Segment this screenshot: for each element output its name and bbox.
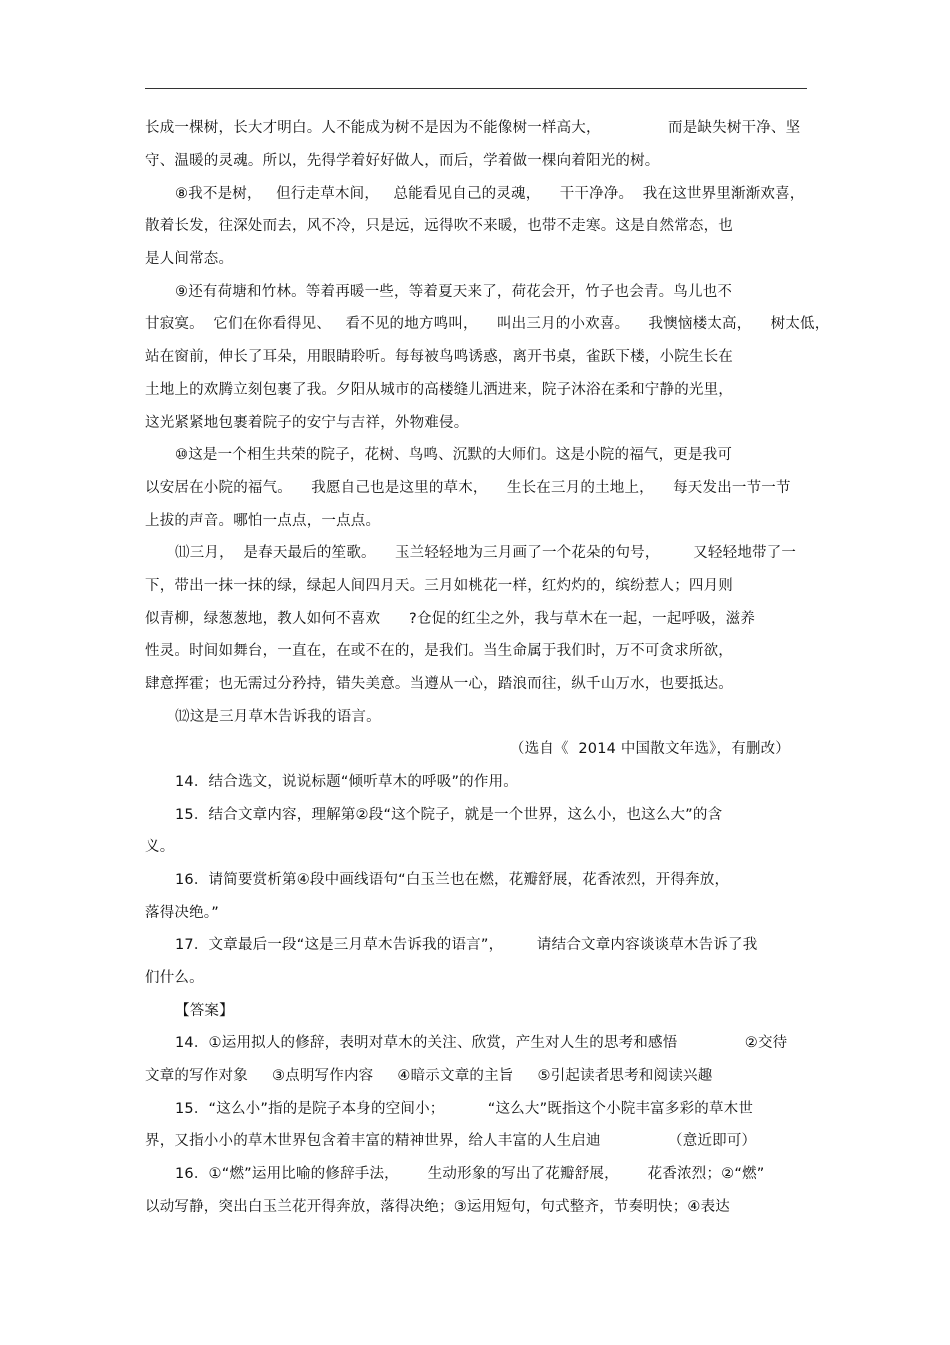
paragraph-8-line: ⑧我不是树， 但行走草木间， 总能看见自己的灵魂， 干干净净。 我在这世界里渐渐欢喜，	[175, 186, 805, 202]
answer-heading: 【答案】	[175, 1003, 234, 1019]
text-line: 甘寂寞。 它们在你看得见、 看不见的地方鸣叫， 叫出三月的小欢喜。 我懊恼楼太高， 树太低，	[145, 316, 830, 332]
text-line: 以安居在小院的福气。 我愿自己也是这里的草木， 生长在三月的土地上， 每天发出一节一节	[145, 480, 791, 496]
answer-15: 15．“这么小”指的是院子本身的空间小； “这么大”既指这个小院丰富多彩的草木世	[175, 1101, 754, 1117]
text-line: 肆意挥霍；也无需过分矜持，错失美意。当遵从一心，踏浪而往，纵千山万水，也要抵达。	[145, 676, 733, 692]
text-line: 文章的写作对象 ③点明写作内容 ④暗示文章的主旨 ⑤引起读者思考和阅读兴趣	[145, 1068, 713, 1084]
text-line: 散着长发，往深处而去，风不冷，只是远，远得吹不来暖，也带不走寒。这是自然常态，也	[145, 218, 733, 234]
text-line: 们什么。	[145, 970, 204, 986]
text-line: 是人间常态。	[145, 251, 234, 267]
text-line: 站在窗前，伸长了耳朵，用眼睛聆听。每每被鸟鸣诱惑，离开书桌，雀跃下楼，小院生长在	[145, 349, 733, 365]
paragraph-11-line: ⑾三月， 是春天最后的笙歌。 玉兰轻轻地为三月画了一个花朵的句号， 又轻轻地带了一	[175, 545, 797, 561]
header-rule	[145, 88, 807, 89]
question-16: 16．请简要赏析第④段中画线语句“白玉兰也在燃，花瓣舒展，花香浓烈，开得奔放，	[175, 872, 730, 888]
text-line: 以动写静，突出白玉兰花开得奔放，落得决绝；③运用短句，句式整齐，节奏明快；④表达	[145, 1199, 730, 1215]
text-line: 似青柳，绿葱葱地，教人如何不喜欢 ?仓促的红尘之外，我与草木在一起，一起呼吸，滋养	[145, 611, 756, 627]
text-line: 这光紧紧地包裹着院子的安宁与吉祥，外物难侵。	[145, 415, 469, 431]
text-line: 长成一棵树，长大才明白。人不能成为树不是因为不能像树一样高大， 而是缺失树干净、坚	[145, 120, 801, 136]
paragraph-9-line: ⑨还有荷塘和竹林。等着再暖一些，等着夏天来了，荷花会开，竹子也会青。鸟儿也不	[175, 284, 733, 300]
text-line: 性灵。时间如舞台，一直在，在或不在的，是我们。当生命属于我们时，万不可贪求所欲，	[145, 643, 733, 659]
paragraph-12-line: ⑿这是三月草木告诉我的语言。	[175, 709, 381, 725]
paragraph-10-line: ⑩这是一个相生共荣的院子，花树、鸟鸣、沉默的大师们。这是小院的福气，更是我可	[175, 447, 733, 463]
text-line: 守、温暖的灵魂。所以，先得学着好好做人，而后，学着做一棵向着阳光的树。	[145, 153, 660, 169]
question-17: 17．文章最后一段“这是三月草木告诉我的语言”， 请结合文章内容谈谈草木告诉了我	[175, 937, 758, 953]
text-line: 土地上的欢腾立刻包裹了我。夕阳从城市的高楼缝儿洒进来，院子沐浴在柔和宁静的光里，	[145, 382, 733, 398]
text-line: 上拔的声音。哪怕一点点，一点点。	[145, 513, 381, 529]
text-line: 界，又指小小的草木世界包含着丰富的精神世界，给人丰富的人生启迪 （意近即可）	[145, 1133, 757, 1149]
source-citation: （选自《 2014 中国散文年选》，有删改）	[509, 741, 790, 757]
text-line: 下，带出一抹一抹的绿，绿起人间四月天。三月如桃花一样，红灼灼的，缤纷惹人；四月则	[145, 578, 733, 594]
text-line: 落得决绝。”	[145, 905, 219, 921]
answer-14: 14．①运用拟人的修辞，表明对草木的关注、欣赏，产生对人生的思考和感悟 ②交待	[175, 1035, 788, 1051]
answer-16: 16．①“燃”运用比喻的修辞手法， 生动形象的写出了花瓣舒展， 花香浓烈；②“燃”	[175, 1166, 765, 1182]
question-14: 14．结合选文，说说标题“倾听草木的呼吸”的作用。	[175, 774, 518, 790]
question-15: 15．结合文章内容，理解第②段“这个院子，就是一个世界，这么小，也这么大”的含	[175, 807, 723, 823]
text-line: 义。	[145, 839, 175, 855]
